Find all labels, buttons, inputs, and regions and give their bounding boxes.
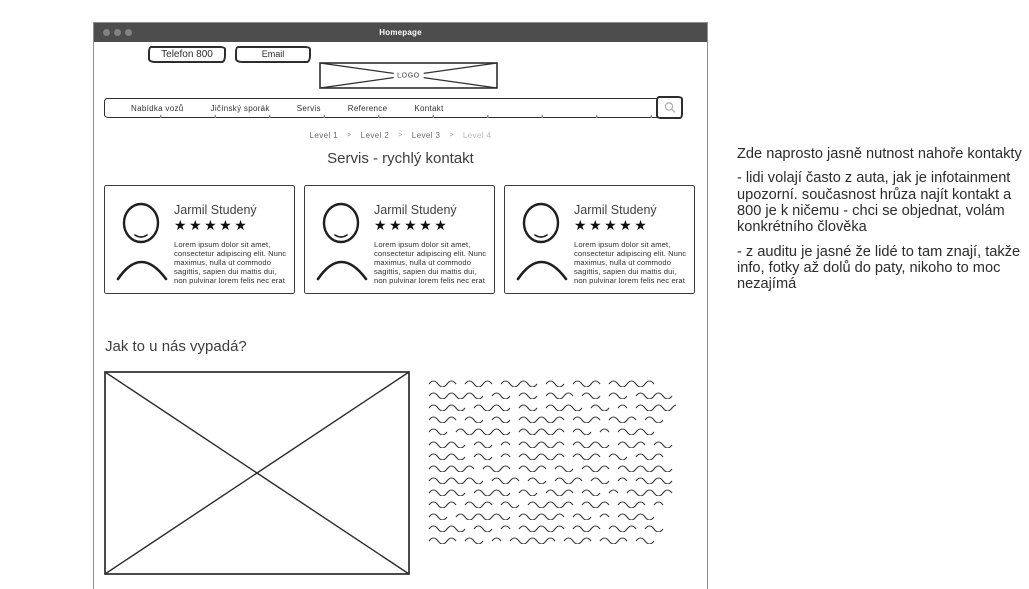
nav-item-nabidka-vozu[interactable]: Nabídka vozů: [131, 103, 184, 113]
person-avatar-icon: [114, 197, 170, 281]
annotation-line-1: Zde naprosto jasně nutnost nahoře kontakty: [737, 146, 1022, 162]
contact-card: [304, 185, 495, 294]
browser-window: [93, 22, 708, 589]
email-button[interactable]: Email: [235, 46, 311, 63]
breadcrumb-level-2[interactable]: Level 2: [360, 131, 390, 140]
placeholder-text-block: [428, 376, 676, 545]
contact-description: Lorem ipsum dolor sit amet, consectetur adipiscing elit. Nunc maximus, nulla ut commodo sagittis, sapien dui mattis dui, non pulvinar lorem felis nec erat: [374, 240, 487, 285]
gallery-title: Jak to u nás vypadá?: [105, 338, 247, 355]
magnifier-icon: [663, 101, 677, 114]
logo-placeholder: [319, 62, 498, 89]
logo-label: LOGO: [393, 72, 424, 79]
nav-item-servis[interactable]: Servis: [296, 103, 321, 113]
placeholder-text-line: [428, 436, 676, 448]
placeholder-text-line: [428, 376, 676, 388]
placeholder-text-line: [428, 400, 676, 412]
contact-description: Lorem ipsum dolor sit amet, consectetur adipiscing elit. Nunc maximus, nulla ut commodo sagittis, sapien dui mattis dui, non pulvinar lorem felis nec erat: [574, 240, 687, 285]
nav-item-kontakt[interactable]: Kontakt: [414, 103, 444, 113]
breadcrumb-separator: >: [347, 132, 352, 139]
crossed-box-icon: [104, 371, 410, 575]
rating-stars: ★★★★★: [374, 217, 450, 233]
phone-button[interactable]: Telefon 800: [148, 46, 226, 63]
breadcrumb-level-3[interactable]: Level 3: [411, 131, 441, 140]
page-content: [94, 42, 707, 588]
placeholder-text-line: [428, 412, 676, 424]
placeholder-text-line: [428, 497, 676, 509]
section-title: Servis - rychlý kontakt: [327, 150, 474, 167]
breadcrumb-separator: >: [398, 132, 403, 139]
placeholder-text-line: [428, 424, 676, 436]
contact-name: Jarmil Studený: [174, 203, 257, 217]
annotation-note: [737, 146, 1029, 301]
contact-description: Lorem ipsum dolor sit amet, consectetur adipiscing elit. Nunc maximus, nulla ut commodo sagittis, sapien dui mattis dui, non pulvinar lorem felis nec erat: [174, 240, 287, 285]
window-title: Homepage: [379, 28, 422, 37]
nav-item-reference[interactable]: Reference: [347, 103, 388, 113]
contact-cards-row: [104, 185, 695, 294]
window-titlebar: [94, 23, 707, 42]
person-avatar-icon: [514, 197, 570, 281]
search-button[interactable]: [656, 96, 683, 119]
placeholder-text-line: [428, 388, 676, 400]
placeholder-text-line: [428, 485, 676, 497]
breadcrumb: [94, 131, 707, 140]
placeholder-text-line: [428, 509, 676, 521]
placeholder-text-line: [428, 533, 676, 545]
placeholder-text-line: [428, 449, 676, 461]
contact-name: Jarmil Studený: [574, 203, 657, 217]
placeholder-text-line: [428, 521, 676, 533]
contact-card: [504, 185, 695, 294]
breadcrumb-separator: >: [449, 132, 454, 139]
contact-name: Jarmil Studený: [374, 203, 457, 217]
person-avatar-icon: [314, 197, 370, 281]
placeholder-text-line: [428, 473, 676, 485]
image-placeholder: [104, 371, 410, 575]
breadcrumb-level-1[interactable]: Level 1: [309, 131, 339, 140]
main-navigation: [104, 98, 676, 118]
nav-item-jicinsky-sporak[interactable]: Jičínský sporák: [210, 103, 270, 113]
placeholder-text-line: [428, 461, 676, 473]
contact-card: [104, 185, 295, 294]
breadcrumb-level-4-current: Level 4: [462, 131, 492, 140]
rating-stars: ★★★★★: [574, 217, 650, 233]
annotation-paragraph-2: - z auditu je jasné že lidé to tam znají, takže info, fotky až dolů do paty, nikoho to moc nezajímá: [737, 243, 1021, 293]
annotation-paragraph-1: - lidi volají často z auta, jak je infotainment upozorní. současnost hrůza najít kontakt a 800 je k ničemu - chci se objednat, volám konkrétního člověka: [737, 170, 1012, 236]
rating-stars: ★★★★★: [174, 217, 250, 233]
